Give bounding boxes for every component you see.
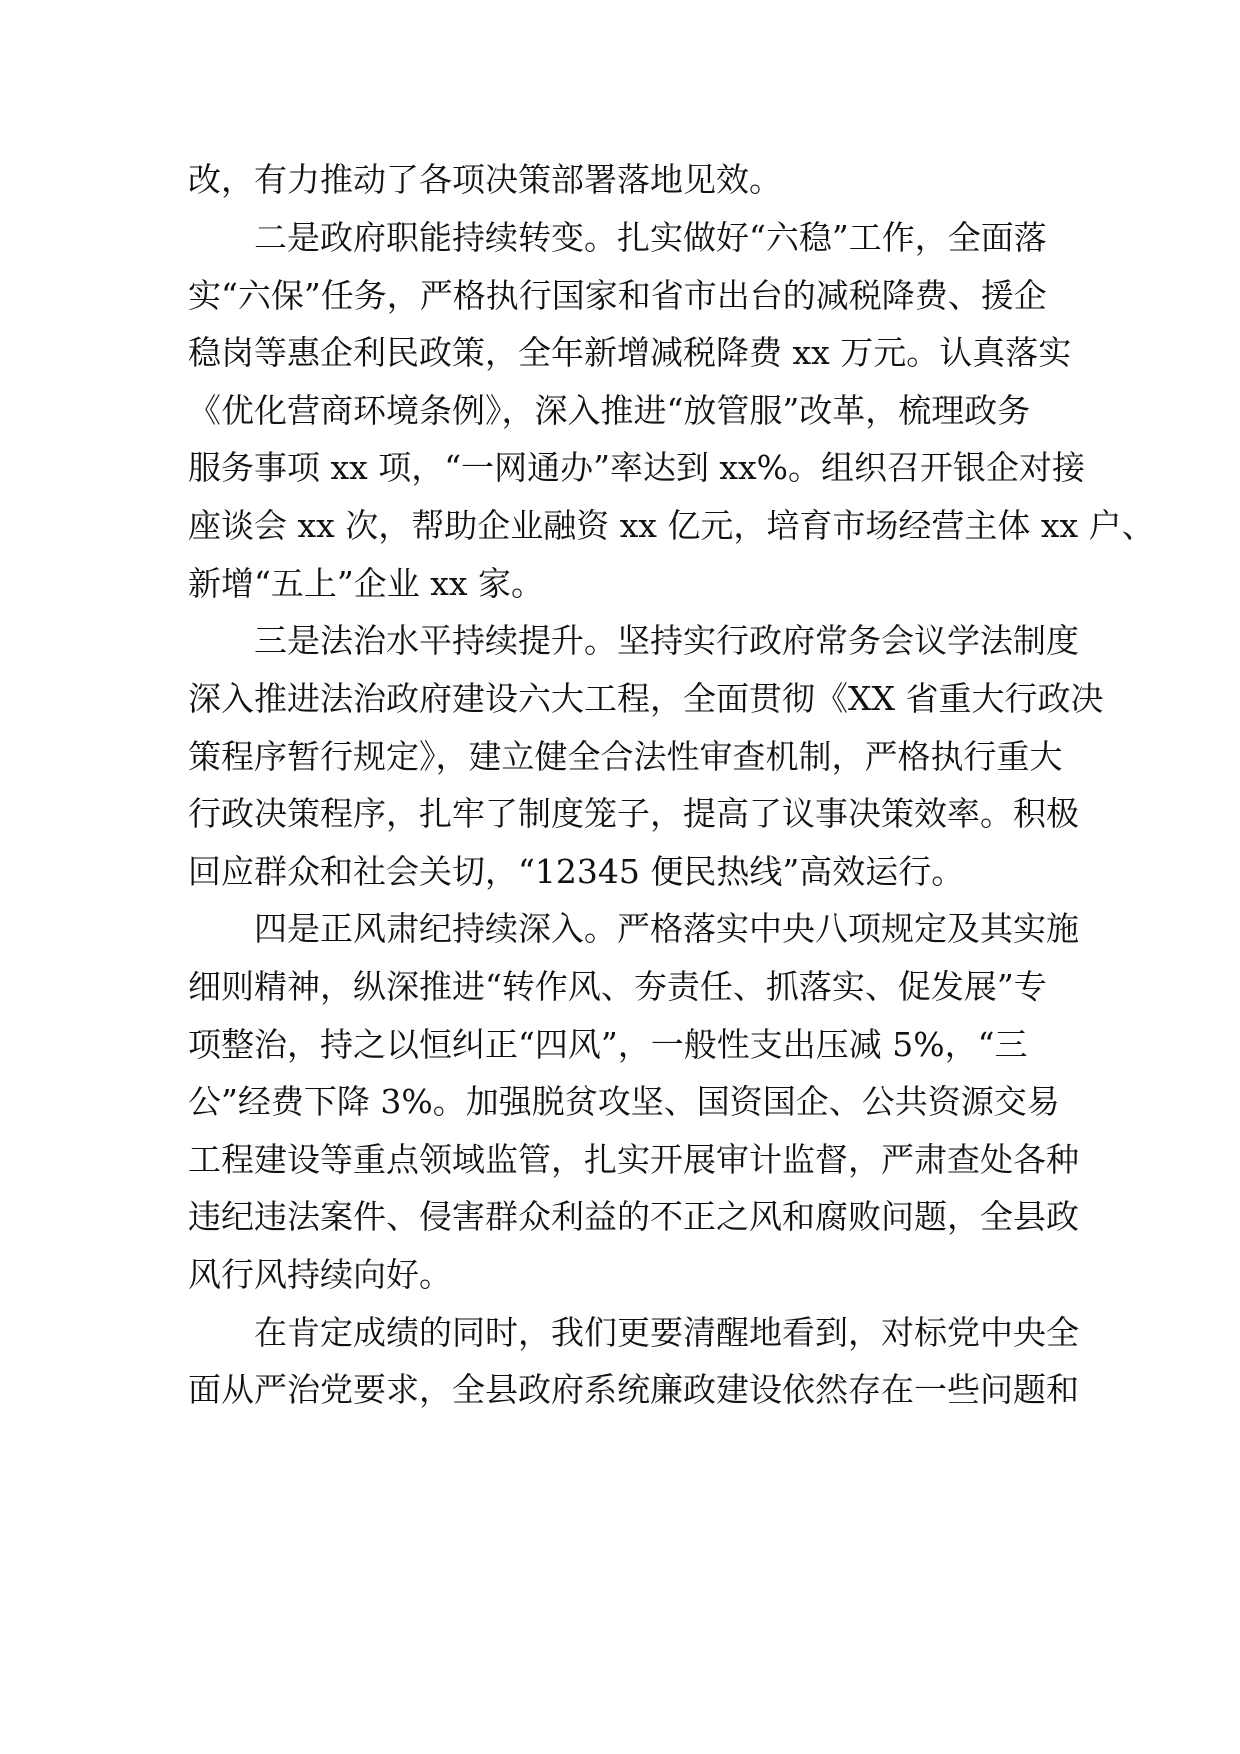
paragraph-5-line: 在肯定成绩的同时，我们更要清醒地看到，对标党中央全 [254, 1313, 1079, 1352]
text-line: 行政决策程序，扎牢了制度笼子，提高了议事决策效率。积极 [188, 794, 1079, 833]
text-line: 新增“五上”企业 xx 家。 [188, 564, 544, 603]
text-line: 项整治，持之以恒纠正“四风”，一般性支出压减 5%，“三 [188, 1025, 1028, 1064]
text-line: 实“六保”任务，严格执行国家和省市出台的减税降费、援企 [188, 276, 1047, 315]
text-line: 策程序暂行规定》，建立健全合法性审查机制，严格执行重大 [188, 737, 1063, 776]
paragraph-3-line: 三是法治水平持续提升。坚持实行政府常务会议学法制度 [254, 621, 1079, 660]
text-line: 工程建设等重点领域监管，扎实开展审计监督，严肃查处各种 [188, 1140, 1079, 1179]
text-line: 违纪违法案件、侵害群众利益的不正之风和腐败问题，全县政 [188, 1197, 1079, 1236]
text-line: 服务事项 xx 项，“一网通办”率达到 xx%。组织召开银企对接 [188, 448, 1086, 487]
paragraph-4-line: 四是正风肃纪持续深入。严格落实中央八项规定及其实施 [254, 909, 1079, 948]
text-line: 面从严治党要求，全县政府系统廉政建设依然存在一些问题和 [188, 1370, 1079, 1409]
text-line: 风行风持续向好。 [188, 1255, 452, 1294]
text-line: 座谈会 xx 次，帮助企业融资 xx 亿元，培育市场经营主体 xx 户、 [188, 506, 1155, 545]
text-line: 深入推进法治政府建设六大工程，全面贯彻《XX 省重大行政决 [188, 679, 1104, 718]
text-line: 回应群众和社会关切，“12345 便民热线”高效运行。 [188, 852, 965, 891]
text-line: 《优化营商环境条例》，深入推进“放管服”改革，梳理政务 [188, 391, 1031, 430]
text-line: 公”经费下降 3%。加强脱贫攻坚、国资国企、公共资源交易 [188, 1082, 1060, 1121]
paragraph-2-line: 二是政府职能持续转变。扎实做好“六稳”工作，全面落 [254, 218, 1047, 257]
text-line: 稳岗等惠企利民政策，全年新增减税降费 xx 万元。认真落实 [188, 333, 1072, 372]
text-line: 改，有力推动了各项决策部署落地见效。 [188, 160, 782, 199]
text-line: 细则精神，纵深推进“转作风、夯责任、抓落实、促发展”专 [188, 967, 1047, 1006]
